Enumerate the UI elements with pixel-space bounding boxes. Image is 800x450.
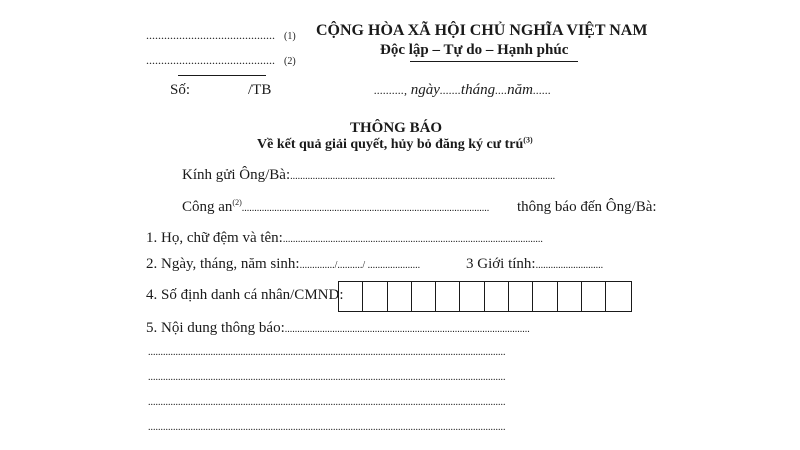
id-digit-box[interactable] [363,282,387,311]
id-digit-box[interactable] [558,282,582,311]
motto-underline [410,61,578,62]
id-digit-box[interactable] [485,282,509,311]
date-dots-1: .........., [374,83,407,97]
id-digit-box[interactable] [339,282,363,311]
id-digit-box[interactable] [509,282,533,311]
subtitle-text: Về kết quả giải quyết, hủy bỏ đăng ký cư trú [257,137,524,152]
birth-date-label: 2. Ngày, tháng, năm sinh: [146,256,300,272]
field-gender [466,256,603,273]
id-digit-box[interactable] [533,282,557,311]
document-title: THÔNG BÁO [350,120,443,136]
national-motto: Độc lập – Tự do – Hạnh phúc [380,42,569,58]
agency-line-1 [146,28,296,43]
field-full-name [146,230,543,247]
content-line-1: ............................................................................................................................................... [148,347,506,358]
id-number-boxes[interactable] [338,281,632,312]
document-subtitle [257,137,533,153]
field-notice-content [146,320,530,337]
document-number-suffix: /TB [248,82,272,98]
agency-line-2-note: (2) [284,56,296,67]
recipient-dots: .......................................................................................................... [290,171,556,182]
gender-dots: ........................... [535,260,604,271]
full-name-label: 1. Họ, chữ đệm và tên: [146,230,283,246]
date-dots-3: .... [495,83,508,97]
gender-label: 3 Giới tính: [466,256,536,272]
agency-line-2-dots: ........................................... [146,53,275,67]
agency-line-2 [146,53,296,68]
id-digit-box[interactable] [606,282,630,311]
id-digit-box[interactable] [582,282,606,311]
id-digit-box[interactable] [388,282,412,311]
document-number-label: Số: [170,82,191,98]
notice-content-dots: .................................................................................................. [284,324,530,335]
agency-underline [178,75,266,76]
content-line-3: ............................................................................................................................................... [148,397,506,408]
subtitle-note: (3) [523,135,533,145]
recipient-line [182,167,555,184]
id-digit-box[interactable] [436,282,460,311]
police-dots: ................................................................................................... [241,203,490,214]
notice-content-label: 5. Nội dung thông báo: [146,320,285,336]
full-name-dots: ........................................................................................................ [282,234,543,245]
date-nam: năm [507,82,533,98]
date-ngay: ngày [410,82,440,98]
agency-line-1-dots: ........................................... [146,28,275,42]
content-line-4: ............................................................................................................................................... [148,422,506,433]
police-label: Công an [182,199,233,215]
police-note: (2) [232,198,242,207]
date-line [374,82,551,99]
date-dots-4: ...... [532,83,551,97]
notify-to-label: thông báo đến Ông/Bà: [517,199,657,215]
id-digit-box[interactable] [460,282,484,311]
id-number-label: 4. Số định danh cá nhân/CMND: [146,287,344,303]
date-thang: tháng [460,82,496,98]
police-line [182,199,489,216]
recipient-label: Kính gửi Ông/Bà: [182,167,291,183]
birth-date-dots: ............../........../ ..................... [299,260,421,271]
country-name: CỘNG HÒA XÃ HỘI CHỦ NGHĨA VIỆT NAM [316,22,648,39]
field-birth-date [146,256,420,273]
id-digit-box[interactable] [412,282,436,311]
date-dots-2: ....... [439,83,461,97]
content-line-2: ............................................................................................................................................... [148,372,506,383]
agency-line-1-note: (1) [284,31,296,42]
